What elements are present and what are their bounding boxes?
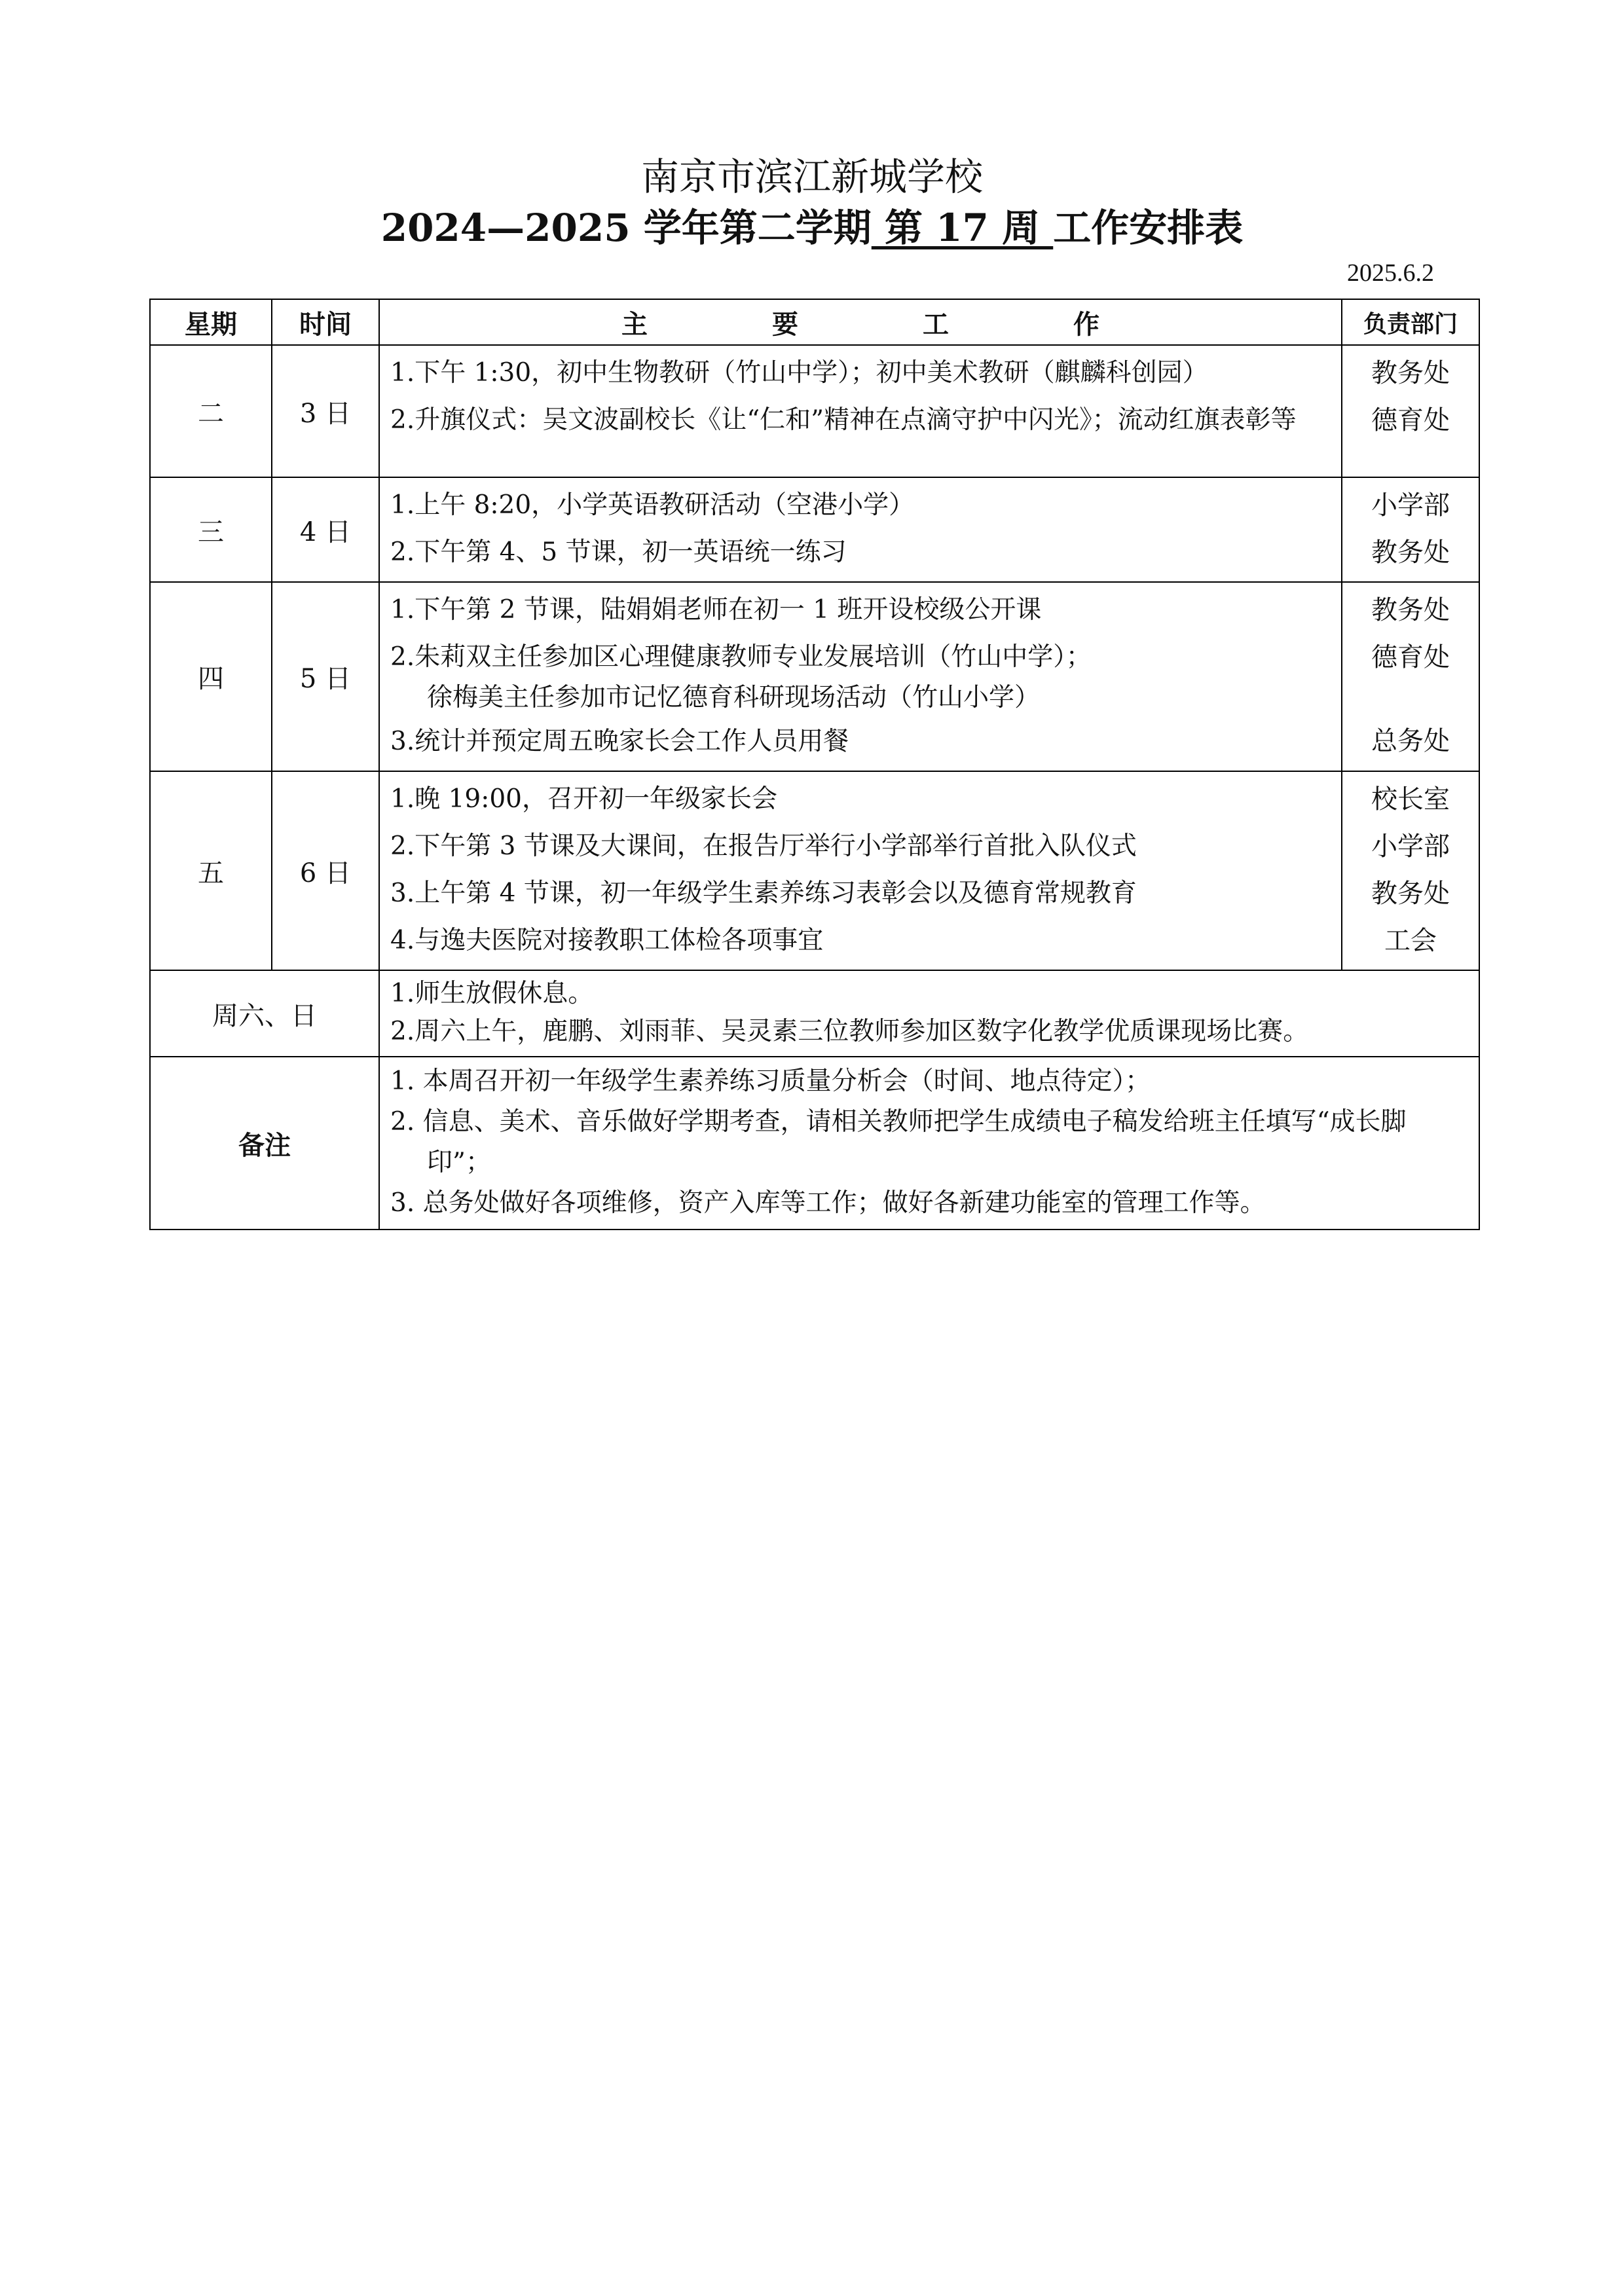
task-item: 4.与逸夫医院对接教职工体检各项事宜 <box>390 926 824 955</box>
dept-item: 教务处 <box>1371 358 1450 388</box>
note-item: 2. 信息、美术、音乐做好学期考查，请相关教师把学生成绩电子稿发给班主任填写“成长脚印”； <box>390 1107 1407 1177</box>
weekend-tasks-cell <box>379 970 1479 1057</box>
table-row <box>150 345 1479 477</box>
task-item: 2.下午第 4、5 节课，初一英语统一练习 <box>390 538 847 567</box>
table-header-row <box>150 299 1479 345</box>
weekday-cell: 三 <box>150 477 272 582</box>
task-item: 2.周六上午，鹿鹏、刘雨菲、吴灵素三位教师参加区数字化教学优质课现场比赛。 <box>390 1017 1309 1046</box>
tasks-cell <box>379 477 1342 582</box>
dept-item: 教务处 <box>1371 879 1450 909</box>
title-suffix: 工作安排表 <box>1053 206 1244 250</box>
dept-item: 德育处 <box>1371 405 1450 435</box>
dept-cell <box>1342 477 1479 582</box>
table-row <box>150 1057 1479 1230</box>
table-row <box>150 970 1479 1057</box>
notes-cell <box>379 1057 1479 1230</box>
issue-date: 2025.6.2 <box>1347 259 1434 287</box>
task-item: 1.下午第 2 节课，陆娟娟老师在初一 1 班开设校级公开课 <box>390 595 1042 625</box>
title-prefix: 2024—2025 学年第二学期 <box>380 206 872 250</box>
weekday-cell: 五 <box>150 771 272 970</box>
dept-item: 德育处 <box>1371 642 1450 672</box>
dept-item: 小学部 <box>1371 831 1450 862</box>
date-cell: 6 日 <box>272 771 379 970</box>
table-row <box>150 477 1479 582</box>
date-cell: 4 日 <box>272 477 379 582</box>
dept-cell <box>1342 345 1479 477</box>
dept-item: 小学部 <box>1371 490 1450 520</box>
task-item: 1.上午 8:20，小学英语教研活动（空港小学） <box>390 490 915 520</box>
task-item: 2.下午第 3 节课及大课间，在报告厅举行小学部举行首批入队仪式 <box>390 831 1137 861</box>
task-item: 1.下午 1:30，初中生物教研（竹山中学）；初中美术教研（麒麟科创园） <box>390 358 1208 388</box>
dept-item: 总务处 <box>1371 726 1450 756</box>
dept-item: 教务处 <box>1371 538 1450 568</box>
header-weekday: 星期 <box>150 299 272 345</box>
task-item: 2.升旗仪式：吴文波副校长《让“仁和”精神在点滴守护中闪光》；流动红旗表彰等 <box>390 405 1297 435</box>
dept-item: 校长室 <box>1371 784 1450 814</box>
date-cell: 3 日 <box>272 345 379 477</box>
dept-item: 工会 <box>1384 926 1437 956</box>
title-week: 第 17 周 <box>871 206 1054 250</box>
weekday-cell: 四 <box>150 582 272 771</box>
dept-item: 教务处 <box>1371 595 1450 625</box>
header-time: 时间 <box>272 299 379 345</box>
table-row <box>150 771 1479 970</box>
weekend-label: 周六、日 <box>150 970 379 1057</box>
date-cell: 5 日 <box>272 582 379 771</box>
dept-cell <box>1342 582 1479 771</box>
tasks-cell <box>379 582 1342 771</box>
header-department: 负责部门 <box>1342 299 1479 345</box>
note-item: 1. 本周召开初一年级学生素养练习质量分析会（时间、地点待定）； <box>390 1066 1151 1096</box>
note-item: 3. 总务处做好各项维修，资产入库等工作；做好各新建功能室的管理工作等。 <box>390 1188 1266 1218</box>
table-row <box>150 582 1479 771</box>
weekday-cell: 二 <box>150 345 272 477</box>
header-main-work: 主 要 工 作 <box>379 299 1342 345</box>
school-name: 南京市滨江新城学校 <box>640 155 983 199</box>
task-item: 2.朱莉双主任参加区心理健康教师专业发展培训（竹山中学）； <box>390 642 1092 672</box>
task-item: 3.统计并预定周五晚家长会工作人员用餐 <box>390 727 849 756</box>
notes-label: 备注 <box>150 1057 379 1230</box>
task-item-continued: 徐梅美主任参加市记忆德育科研现场活动（竹山小学） <box>427 683 1041 712</box>
tasks-cell <box>379 771 1342 970</box>
tasks-cell <box>379 345 1342 477</box>
dept-cell <box>1342 771 1479 970</box>
task-item: 1.师生放假休息。 <box>390 979 594 1008</box>
task-item: 1.晚 19:00，召开初一年级家长会 <box>390 784 777 814</box>
schedule-table <box>149 299 1480 1230</box>
task-item: 3.上午第 4 节课，初一年级学生素养练习表彰会以及德育常规教育 <box>390 879 1137 908</box>
schedule-title <box>0 203 1624 253</box>
